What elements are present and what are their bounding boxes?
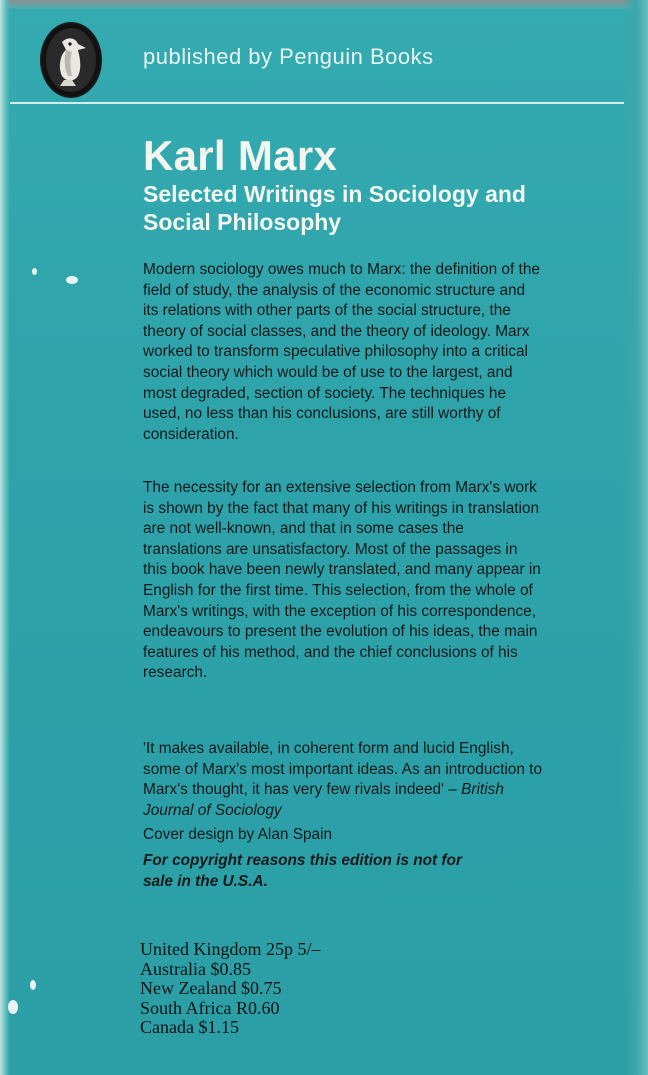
header-divider <box>10 102 624 104</box>
price-united-kingdom: United Kingdom 25p 5/– <box>140 939 321 959</box>
book-title: Karl Marx <box>143 132 338 179</box>
price-south-africa: South Africa R0.60 <box>140 997 280 1018</box>
price-australia: Australia $0.85 <box>140 958 251 979</box>
cover-right-edge <box>622 0 648 1075</box>
price-list <box>140 940 321 1038</box>
blurb-paragraph-1: Modern sociology owes much to Marx: the definition of the field of study, the analysis of the economic structure and its relations with other parts of the social structure, the theory of social classes, and the theory of ideology. Marx worked to transform speculative philosophy into a critical social theory which would be of use to the largest, and most degraded, section of society. The techniques he used, no less than his conclusions, are still worthy of consideration. <box>143 261 540 443</box>
cover-left-edge <box>0 0 10 1075</box>
review-quote-text: 'It makes available, in coherent form and lucid English, some of Marx's most important ideas. As an introduction to Marx's thought, it has very few rivals indeed' <box>143 740 542 799</box>
wear-mark <box>8 1000 18 1014</box>
wear-mark <box>32 268 37 275</box>
wear-mark <box>66 276 78 284</box>
wear-mark <box>30 980 36 990</box>
review-dash: – <box>444 781 462 799</box>
cover-design-credit: Cover design by Alan Spain <box>143 826 333 843</box>
copyright-notice: For copyright reasons this edition is not for sale in the U.S.A. <box>143 852 462 890</box>
blurb-paragraph-2: The necessity for an extensive selection from Marx's work is shown by the fact that many of his writings in translation are not well-known, and that in some cases the translations are unsatisfactory. Most of the passages in this book have been newly translated, and many appear in English for the first time. This selection, from the whole of Marx's writings, with the exception of his correspondence, endeavours to present the evolution of his ideas, the main features of his method, and the chief conclusions of his research. <box>143 479 541 682</box>
cover-top-edge <box>0 0 648 10</box>
review-source: British Journal of Sociology <box>143 781 504 819</box>
review-quote <box>143 739 543 821</box>
penguin-logo-icon <box>40 22 102 98</box>
price-new-zealand: New Zealand $0.75 <box>140 978 282 998</box>
publisher-line: published by Penguin Books <box>143 44 434 69</box>
book-subtitle: Selected Writings in Sociology and Social Philosophy <box>143 181 526 235</box>
price-canada: Canada $1.15 <box>140 1017 239 1037</box>
